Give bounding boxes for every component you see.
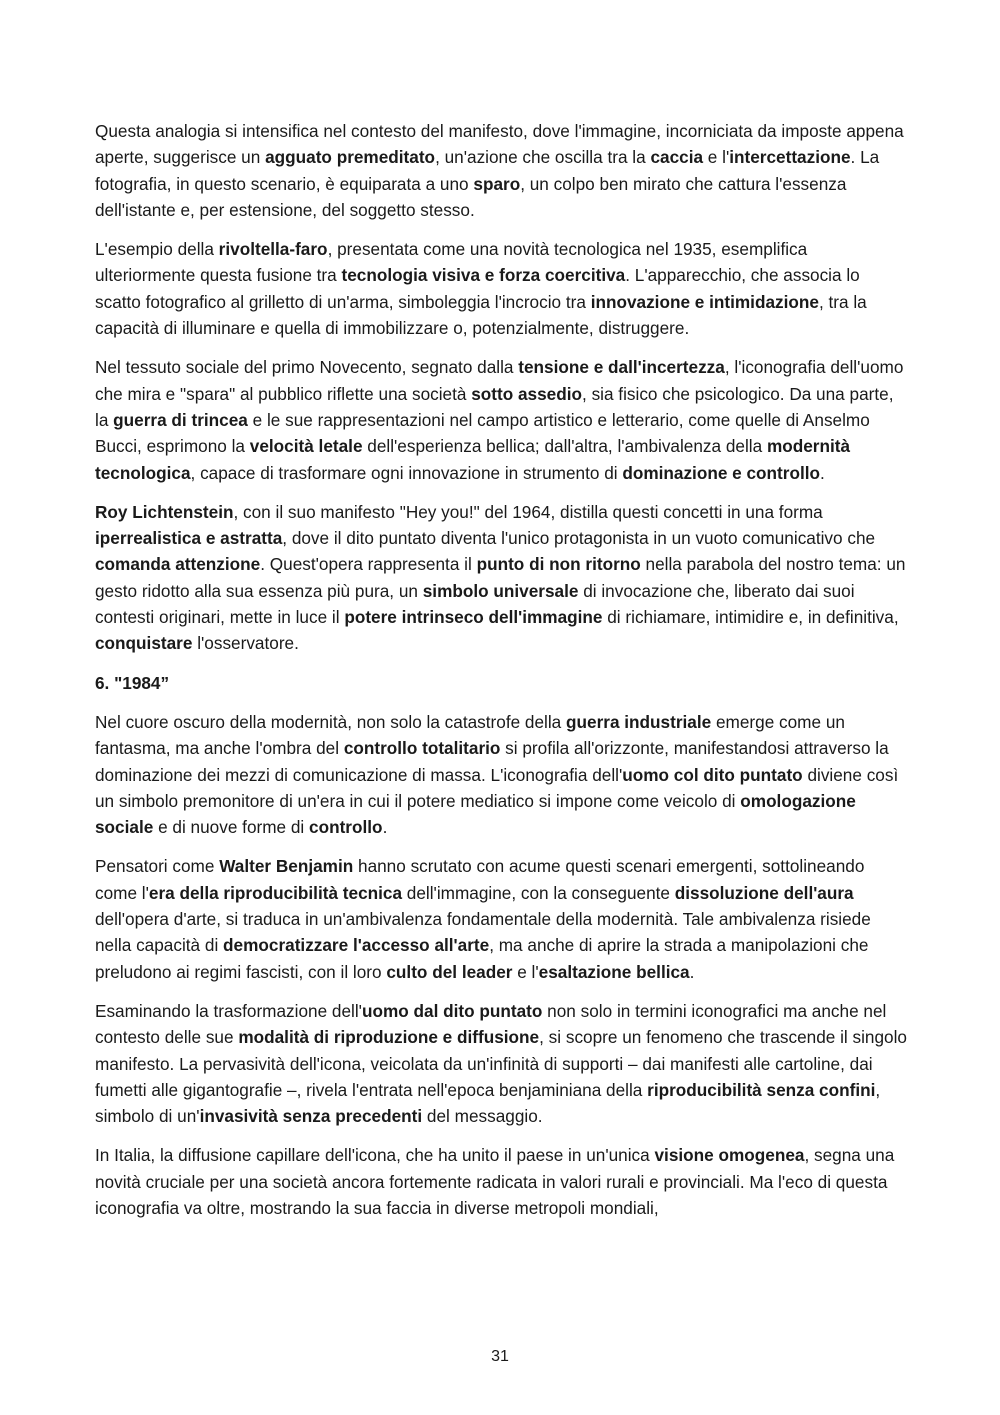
text-run: , un'azione che oscilla tra la: [435, 147, 651, 168]
text-run: e le sue rappresentazioni nel campo artistico e letterario, come quelle di Anselmo Bucci, esprimono la: [95, 409, 870, 457]
text-run: Esaminando la trasformazione dell': [95, 1000, 362, 1021]
bold-text: culto del leader: [386, 961, 513, 982]
text-run: .: [820, 462, 825, 483]
text-run: di richiamare, intimidire e, in definitiva,: [602, 607, 899, 628]
bold-text: caccia: [650, 147, 704, 168]
paragraph: [95, 709, 910, 840]
bold-text: omologazione sociale: [95, 790, 856, 838]
text-run: .: [382, 817, 388, 838]
text-run: l'osservatore.: [192, 633, 299, 654]
bold-text: rivoltella-faro: [218, 239, 328, 260]
text-run: , dove il dito puntato diventa l'unico protagonista in un vuoto comunicativo che: [282, 528, 876, 549]
text-run: Nel cuore oscuro della modernità, non solo la catastrofe della: [95, 711, 567, 732]
text-run: , segna una novità cruciale per una società ancora fortemente radicata in valori rurali e provinciali. Ma l'eco di questa iconografia va oltre, mostrando la sua faccia in diverse metropoli mondiali,: [95, 1145, 895, 1218]
bold-text: guerra industriale: [566, 711, 712, 732]
paragraph: [95, 499, 910, 657]
bold-text: agguato premeditato: [265, 147, 436, 168]
paragraph: [95, 853, 910, 984]
text-run: , simbolo di un': [95, 1079, 881, 1127]
bold-text: dominazione e controllo: [622, 462, 821, 483]
text-run: . L'apparecchio, che associa lo scatto fotografico al grilletto di un'arma, simboleggia l'incrocio tra: [95, 265, 860, 312]
text-run: Nel tessuto sociale del primo Novecento, segnato dalla: [95, 357, 519, 378]
page-number: 31: [491, 1348, 509, 1365]
bold-text: velocità letale: [249, 436, 363, 457]
text-run: , sia fisico che psicologico. Da una parte, la: [95, 383, 894, 430]
text-run: dell'immagine, con la conseguente: [402, 882, 675, 903]
bold-text: tecnologia visiva e forza coercitiva: [341, 265, 626, 286]
text-run: e l': [703, 147, 730, 168]
paragraph: [95, 1142, 910, 1221]
text-run: , con il suo manifesto "Hey you!" del 1964, distilla questi concetti in una forma: [233, 501, 823, 522]
bold-text: punto di non ritorno: [476, 554, 641, 575]
text-run: e l': [512, 961, 539, 982]
bold-text: controllo totalitario: [343, 738, 501, 759]
bold-text: uomo col dito puntato: [622, 764, 803, 785]
bold-text: esaltazione bellica: [538, 961, 690, 982]
bold-text: guerra di trincea: [113, 409, 248, 430]
text-run: , l'iconografia dell'uomo che mira e "spara" al pubblico riflette una società: [95, 357, 904, 404]
text-run: dell'esperienza bellica; dall'altra, l'ambivalenza della: [362, 436, 767, 457]
text-run: di invocazione che, liberato dai suoi contesti originari, mette in luce il: [95, 580, 855, 628]
text-run: si profila all'orizzonte, manifestandosi attraverso la dominazione dei mezzi di comunicazione di massa. L'iconografia dell': [95, 738, 889, 785]
paragraph: [95, 998, 910, 1129]
bold-text: comanda attenzione: [95, 554, 261, 575]
paragraphs-before-heading: [95, 118, 910, 657]
bold-text: modernità tecnologica: [95, 436, 851, 483]
text-run: , si scopre un fenomeno che trascende il singolo manifesto. La pervasività dell'icona, veicolata da un'infinità di supporti – dai manifesti alle cartoline, dai fumetti alle gigantografie –, rivela l'entrata nell'epoca benjaminiana della: [95, 1027, 907, 1100]
text-run: , ma anche di aprire la strada a manipolazioni che preludono ai regimi fascisti, con il loro: [95, 935, 869, 982]
paragraph: [95, 236, 910, 341]
bold-text: Walter Benjamin: [219, 856, 354, 877]
bold-text: controllo: [309, 817, 383, 838]
text-run: nella parabola del nostro tema: un gesto ridotto alla sua essenza più pura, un: [95, 554, 906, 601]
bold-text: simbolo universale: [422, 580, 579, 601]
text-run: Questa analogia si intensifica nel contesto del manifesto, dove l'immagine, incorniciata da imposte appena aperte, suggerisce un: [95, 121, 904, 168]
bold-text: uomo dal dito puntato: [361, 1000, 543, 1021]
bold-text: innovazione e intimidazione: [590, 291, 819, 312]
text-run: hanno scrutato con acume questi scenari emergenti, sottolineando come l': [95, 856, 865, 903]
text-run: . Quest'opera rappresenta il: [260, 554, 477, 575]
bold-text: sparo: [473, 173, 521, 194]
text-run: , tra la capacità di illuminare e quella di immobilizzare o, potenzialmente, distruggere.: [95, 291, 867, 339]
bold-text: democratizzare l'accesso all'arte: [223, 935, 490, 956]
text-run: Pensatori come: [95, 856, 220, 877]
text-run: . La fotografia, in questo scenario, è equiparata a uno: [95, 147, 880, 194]
bold-text: modalità di riproduzione e diffusione: [238, 1027, 540, 1048]
bold-text: iperrealistica e astratta: [95, 528, 283, 549]
text-run: .: [689, 961, 695, 982]
bold-text: visione omogenea: [654, 1145, 805, 1166]
text-run: emerge come un fantasma, ma anche l'ombra del: [95, 711, 845, 759]
text-run: e di nuove forme di: [153, 817, 310, 838]
text-run: In Italia, la diffusione capillare dell'icona, che ha unito il paese in un'unica: [95, 1145, 655, 1166]
bold-text: dissoluzione dell'aura: [674, 882, 854, 903]
paragraph: [95, 118, 910, 223]
text-run: diviene così un simbolo premonitore di un'era in cui il potere mediatico si impone come veicolo di: [95, 764, 899, 811]
bold-text: era della riproducibilità tecnica: [148, 882, 403, 903]
text-run: , capace di trasformare ogni innovazione in strumento di: [190, 462, 623, 483]
text-run: L'esempio della: [95, 239, 219, 260]
bold-text: conquistare: [95, 633, 193, 654]
text-run: del messaggio.: [422, 1106, 543, 1127]
paragraphs-after-heading: [95, 709, 910, 1221]
paragraph: [95, 354, 910, 485]
text-run: dell'opera d'arte, si traduca in un'ambivalenza fondamentale della modernità. Tale ambivalenza risiede nella capacità di: [95, 909, 871, 956]
text-run: , un colpo ben mirato che cattura l'essenza dell'istante e, per estensione, del soggetto stesso.: [95, 173, 847, 220]
section-heading: 6. "1984”: [95, 672, 170, 693]
text-run: , presentata come una novità tecnologica nel 1935, esemplifica ulteriormente questa fusione tra: [95, 239, 808, 286]
bold-text: Roy Lichtenstein: [95, 501, 234, 522]
bold-text: intercettazione: [729, 147, 851, 168]
page-body: [95, 118, 910, 1234]
bold-text: tensione e dall'incertezza: [518, 357, 725, 378]
text-run: non solo in termini iconografici ma anche nel contesto delle sue: [95, 1000, 887, 1048]
bold-text: invasività senza precedenti: [199, 1106, 423, 1127]
bold-text: sotto assedio: [471, 383, 583, 404]
bold-text: potere intrinseco dell'immagine: [344, 607, 603, 628]
bold-text: riproducibilità senza confini: [647, 1079, 876, 1100]
